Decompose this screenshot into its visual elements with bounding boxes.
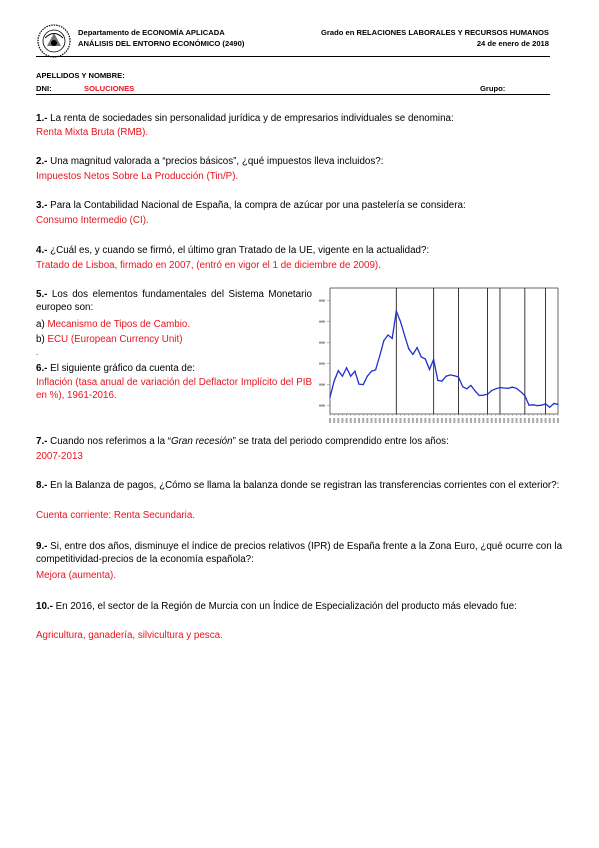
question-text: En la Balanza de pagos, ¿Cómo se llama la balanza donde se registran las transferencias corrientes con el exterior?: bbox=[47, 480, 560, 491]
data-point bbox=[450, 374, 451, 375]
x-tick-label bbox=[507, 418, 509, 423]
chart-series bbox=[329, 311, 558, 408]
x-tick-label bbox=[341, 418, 343, 423]
data-point bbox=[520, 391, 521, 392]
question-text: La renta de sociedades sin personalidad jurídica y de empresarios individuales se denomina: bbox=[47, 113, 454, 124]
data-point bbox=[429, 369, 430, 370]
x-tick-label bbox=[528, 418, 530, 423]
data-point bbox=[545, 403, 546, 404]
x-tick-label bbox=[524, 418, 526, 423]
x-tick-label bbox=[503, 418, 505, 423]
data-point bbox=[421, 356, 422, 357]
data-point bbox=[454, 375, 455, 376]
question-text: En 2016, el sector de la Región de Murcia con un Índice de Especialización del producto más elevado fue: bbox=[52, 601, 517, 612]
data-point bbox=[350, 376, 351, 377]
exam-date: 24 de enero de 2018 bbox=[476, 39, 549, 48]
data-point bbox=[483, 395, 484, 396]
question-text: Cuando nos referimos a la “ bbox=[47, 436, 172, 447]
data-point bbox=[479, 395, 480, 396]
question-number: 7.- bbox=[36, 436, 48, 447]
x-tick-label bbox=[408, 418, 410, 423]
option-text: Mecanismo de Tipos de Cambio. bbox=[47, 319, 191, 330]
x-tick-label bbox=[511, 418, 513, 423]
question-emphasis: Gran recesión bbox=[171, 436, 233, 447]
question-text: Una magnitud valorada a “precios básicos”, ¿qué impuestos lleva incluidos?: bbox=[47, 156, 384, 167]
data-point bbox=[557, 404, 558, 405]
data-point bbox=[375, 369, 376, 370]
data-point bbox=[437, 380, 438, 381]
dni-label: DNI: bbox=[36, 84, 52, 93]
x-tick-label bbox=[549, 418, 551, 423]
answer-7: 2007-2013 bbox=[36, 451, 83, 462]
answer-10: Agricultura, ganadería, silvicultura y pesca. bbox=[36, 630, 223, 641]
x-tick-label bbox=[536, 418, 538, 423]
x-tick-label bbox=[375, 418, 377, 423]
data-point bbox=[458, 376, 459, 377]
x-tick-label bbox=[487, 418, 489, 423]
x-tick-label bbox=[383, 418, 385, 423]
question-text: Si, entre dos años, disminuye el índice de precios relativos (IPR) de España frente a la Zona Euro, ¿qué ocurre con la competitividad-precios de la economía española?: bbox=[36, 541, 563, 565]
data-point bbox=[524, 395, 525, 396]
data-point bbox=[495, 388, 496, 389]
data-point bbox=[541, 405, 542, 406]
data-point bbox=[508, 388, 509, 389]
data-point bbox=[354, 371, 355, 372]
x-tick-label bbox=[329, 418, 331, 423]
answer-6: Inflación (tasa anual de variación del Deflactor Implícito del PIB en %), 1961-2016. bbox=[36, 377, 312, 401]
data-point bbox=[512, 387, 513, 388]
x-tick-label bbox=[387, 418, 389, 423]
data-point bbox=[342, 376, 343, 377]
x-tick-label bbox=[474, 418, 476, 423]
x-tick-label bbox=[462, 418, 464, 423]
answer-9: Mejora (aumenta). bbox=[36, 570, 117, 581]
data-point bbox=[504, 387, 505, 388]
question-1 bbox=[36, 112, 556, 125]
x-tick-label bbox=[333, 418, 335, 423]
x-tick-label bbox=[470, 418, 472, 423]
x-tick-label bbox=[350, 418, 352, 423]
x-tick-label bbox=[362, 418, 364, 423]
question-8 bbox=[36, 479, 566, 492]
x-tick-label bbox=[346, 418, 348, 423]
data-point bbox=[533, 404, 534, 405]
question-number: 8.- bbox=[36, 480, 48, 491]
question-number: 10.- bbox=[36, 601, 53, 612]
question-number: 9.- bbox=[36, 541, 48, 552]
data-point bbox=[474, 390, 475, 391]
inflation-line bbox=[330, 311, 558, 407]
x-tick-label bbox=[520, 418, 522, 423]
stray-dot: . bbox=[36, 348, 39, 357]
group-label: Grupo: bbox=[480, 84, 506, 93]
question-6 bbox=[36, 362, 312, 375]
question-number: 5.- bbox=[36, 289, 48, 300]
x-tick-label bbox=[532, 418, 534, 423]
data-point bbox=[392, 338, 393, 339]
data-point bbox=[404, 335, 405, 336]
x-tick-label bbox=[516, 418, 518, 423]
x-tick-label bbox=[404, 418, 406, 423]
question-2 bbox=[36, 155, 556, 168]
answer-1: Renta Mixta Bruta (RMB). bbox=[36, 127, 149, 138]
x-tick-label bbox=[453, 418, 455, 423]
course-name: ANÁLISIS DEL ENTORNO ECONÓMICO (2490) bbox=[78, 39, 245, 48]
data-point bbox=[466, 388, 467, 389]
question-number: 2.- bbox=[36, 156, 48, 167]
x-tick-label bbox=[553, 418, 555, 423]
x-tick-label bbox=[391, 418, 393, 423]
x-tick-label bbox=[458, 418, 460, 423]
chart-y-ticks bbox=[319, 300, 330, 407]
x-tick-label bbox=[366, 418, 368, 423]
inflation-chart bbox=[316, 284, 562, 430]
data-point bbox=[412, 354, 413, 355]
data-point bbox=[416, 347, 417, 348]
x-tick-label bbox=[370, 418, 372, 423]
question-text: ¿Cuál es, y cuando se firmó, el último gran Tratado de la UE, vigente en la actualidad?: bbox=[47, 245, 430, 256]
question-number: 3.- bbox=[36, 200, 48, 211]
x-tick-label bbox=[478, 418, 480, 423]
data-point bbox=[516, 388, 517, 389]
x-tick-label bbox=[358, 418, 360, 423]
answer-8: Cuenta corriente: Renta Secundaria. bbox=[36, 510, 196, 521]
data-point bbox=[487, 394, 488, 395]
x-tick-label bbox=[491, 418, 493, 423]
answer-5a bbox=[36, 318, 190, 331]
answer-5b bbox=[36, 333, 182, 346]
data-point bbox=[387, 334, 388, 335]
x-tick-label bbox=[337, 418, 339, 423]
answer-2: Impuestos Netos Sobre La Producción (Tin/P). bbox=[36, 171, 239, 182]
data-point bbox=[363, 384, 364, 385]
question-number: 4.- bbox=[36, 245, 48, 256]
option-label: b) bbox=[36, 334, 48, 345]
question-text: El siguiente gráfico da cuenta de: bbox=[47, 363, 196, 374]
x-tick-label bbox=[499, 418, 501, 423]
question-3 bbox=[36, 199, 556, 212]
x-tick-label bbox=[379, 418, 381, 423]
y-tick-label bbox=[319, 384, 325, 386]
data-point bbox=[400, 321, 401, 322]
name-label: APELLIDOS Y NOMBRE: bbox=[36, 71, 125, 80]
question-number: 6.- bbox=[36, 363, 48, 374]
data-point bbox=[528, 405, 529, 406]
data-point bbox=[396, 311, 397, 312]
x-tick-label bbox=[441, 418, 443, 423]
data-point bbox=[537, 405, 538, 406]
x-tick-label bbox=[433, 418, 435, 423]
question-number: 1.- bbox=[36, 113, 48, 124]
data-point bbox=[445, 376, 446, 377]
x-tick-label bbox=[466, 418, 468, 423]
data-point bbox=[553, 403, 554, 404]
question-7 bbox=[36, 435, 556, 448]
dni-value: SOLUCIONES bbox=[84, 84, 135, 93]
form-divider bbox=[36, 94, 550, 95]
question-10 bbox=[36, 600, 566, 613]
data-point bbox=[338, 370, 339, 371]
x-tick-label bbox=[428, 418, 430, 423]
x-tick-label bbox=[354, 418, 356, 423]
x-tick-label bbox=[424, 418, 426, 423]
x-tick-label bbox=[482, 418, 484, 423]
y-tick-label bbox=[319, 321, 325, 323]
x-tick-label bbox=[445, 418, 447, 423]
data-point bbox=[346, 367, 347, 368]
question-text: Para la Contabilidad Nacional de España, la compra de azúcar por una pastelería se considera: bbox=[47, 200, 466, 211]
data-point bbox=[470, 385, 471, 386]
option-label: a) bbox=[36, 319, 48, 330]
degree-name: Grado en RELACIONES LABORALES Y RECURSOS HUMANOS bbox=[321, 28, 549, 37]
data-point bbox=[383, 340, 384, 341]
university-seal-icon bbox=[37, 24, 71, 58]
question-5 bbox=[36, 288, 312, 314]
y-tick-label bbox=[319, 405, 325, 407]
data-point bbox=[371, 371, 372, 372]
option-text: ECU (European Currency Unit) bbox=[47, 334, 183, 345]
data-point bbox=[549, 407, 550, 408]
question-text: Los dos elementos fundamentales del Sistema Monetario europeo son: bbox=[36, 289, 312, 313]
chart-x-ticks bbox=[329, 414, 559, 423]
department-name: Departamento de ECONOMÍA APLICADA bbox=[78, 28, 225, 37]
x-tick-label bbox=[395, 418, 397, 423]
data-point bbox=[334, 381, 335, 382]
data-point bbox=[433, 359, 434, 360]
answer-3: Consumo Intermedio (CI). bbox=[36, 215, 149, 226]
data-point bbox=[499, 387, 500, 388]
question-4 bbox=[36, 244, 556, 257]
answer-4: Tratado de Lisboa, firmado en 2007, (entró en vigor el 1 de diciembre de 2009). bbox=[36, 260, 381, 271]
x-tick-label bbox=[545, 418, 547, 423]
data-point bbox=[491, 390, 492, 391]
x-tick-label bbox=[437, 418, 439, 423]
x-tick-label bbox=[557, 418, 559, 423]
question-text: ” se trata del periodo comprendido entre los años: bbox=[232, 436, 449, 447]
y-tick-label bbox=[319, 300, 325, 302]
x-tick-label bbox=[399, 418, 401, 423]
y-tick-label bbox=[319, 342, 325, 344]
y-tick-label bbox=[319, 363, 325, 365]
x-tick-label bbox=[495, 418, 497, 423]
x-tick-label bbox=[420, 418, 422, 423]
data-point bbox=[425, 358, 426, 359]
data-point bbox=[358, 384, 359, 385]
data-point bbox=[367, 376, 368, 377]
header-divider bbox=[36, 56, 550, 57]
question-9 bbox=[36, 540, 566, 566]
data-point bbox=[441, 381, 442, 382]
x-tick-label bbox=[412, 418, 414, 423]
data-point bbox=[379, 355, 380, 356]
data-point bbox=[408, 348, 409, 349]
x-tick-label bbox=[416, 418, 418, 423]
x-tick-label bbox=[449, 418, 451, 423]
data-point bbox=[462, 386, 463, 387]
data-point bbox=[329, 397, 330, 398]
x-tick-label bbox=[540, 418, 542, 423]
